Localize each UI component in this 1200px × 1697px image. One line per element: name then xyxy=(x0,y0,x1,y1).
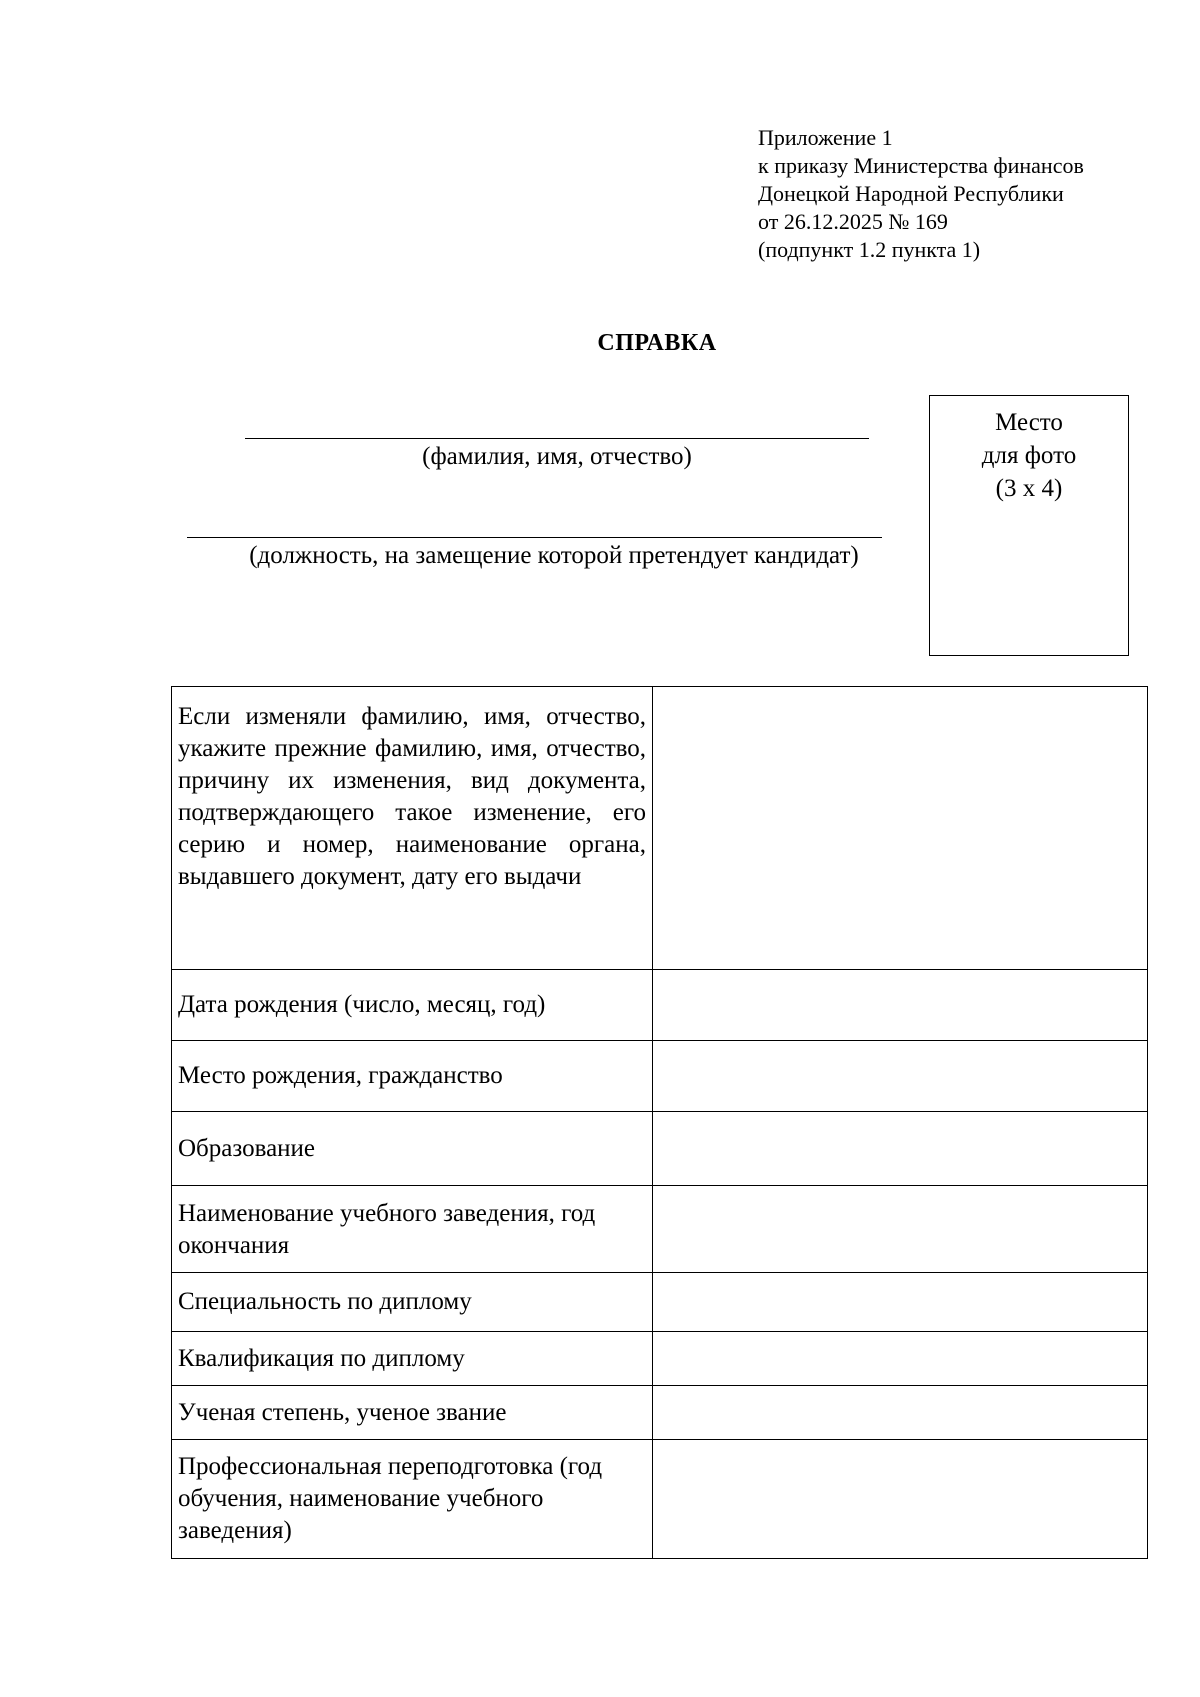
row-label: Дата рождения (число, месяц, год) xyxy=(178,991,546,1018)
row-value-cell[interactable] xyxy=(653,1386,1148,1440)
appendix-line: (подпункт 1.2 пункта 1) xyxy=(758,237,981,262)
row-value-cell[interactable] xyxy=(653,1273,1148,1332)
position-caption: (должность, на замещение которой претендует кандидат) xyxy=(249,542,859,569)
appendix-header xyxy=(758,124,1084,264)
row-label-cell xyxy=(172,1386,653,1440)
row-value-cell[interactable] xyxy=(653,970,1148,1041)
table-row xyxy=(172,1186,1148,1273)
row-label-cell xyxy=(172,1273,653,1332)
row-label-cell xyxy=(172,1186,653,1273)
row-label-cell xyxy=(172,687,653,970)
row-label: Если изменяли фамилию, имя, отчество, укажите прежние фамилию, имя, отчество, причину их изменения, вид документа, подтверждающего такое изменение, его серию и номер, наименование органа, выдавшего документ, дату его выдачи xyxy=(178,703,646,890)
table-row xyxy=(172,687,1148,970)
row-label: Специальность по диплому xyxy=(178,1288,472,1315)
table-row xyxy=(172,1386,1148,1440)
row-label: Место рождения, гражданство xyxy=(178,1062,503,1089)
table-row xyxy=(172,1041,1148,1112)
table-row xyxy=(172,970,1148,1041)
row-value-cell[interactable] xyxy=(653,1186,1148,1273)
name-caption: (фамилия, имя, отчество) xyxy=(422,443,692,470)
row-label-cell xyxy=(172,1112,653,1186)
row-label-cell xyxy=(172,1041,653,1112)
table-row xyxy=(172,1112,1148,1186)
row-value-cell[interactable] xyxy=(653,1332,1148,1386)
row-label: Профессиональная переподготовка (год обучения, наименование учебного заведения) xyxy=(178,1453,603,1544)
row-label: Квалификация по диплому xyxy=(178,1344,465,1372)
row-label: Наименование учебного заведения, год окончания xyxy=(178,1200,596,1259)
position-blank-line[interactable] xyxy=(187,537,882,538)
table-row xyxy=(172,1332,1148,1386)
row-label-cell xyxy=(172,970,653,1041)
photo-box-line: Место xyxy=(995,409,1063,436)
questionnaire-table xyxy=(171,686,1148,1559)
appendix-line: Донецкой Народной Республики xyxy=(758,181,1064,206)
table-row xyxy=(172,1273,1148,1332)
document-title: СПРАВКА xyxy=(597,330,717,356)
row-label-cell xyxy=(172,1440,653,1559)
photo-box-line: (3 х 4) xyxy=(995,475,1063,502)
appendix-line: к приказу Министерства финансов xyxy=(758,153,1084,178)
row-label: Образование xyxy=(178,1134,316,1162)
appendix-line: Приложение 1 xyxy=(758,125,893,150)
row-label: Ученая степень, ученое звание xyxy=(178,1398,507,1426)
row-value-cell[interactable] xyxy=(653,1112,1148,1186)
row-label-cell xyxy=(172,1332,653,1386)
appendix-line: от 26.12.2025 № 169 xyxy=(758,209,948,234)
photo-box-line: для фото xyxy=(981,442,1077,469)
row-value-cell[interactable] xyxy=(653,1440,1148,1559)
row-value-cell[interactable] xyxy=(653,687,1148,970)
photo-placeholder-box xyxy=(929,395,1129,656)
name-blank-line[interactable] xyxy=(245,438,869,439)
table-row xyxy=(172,1440,1148,1559)
row-value-cell[interactable] xyxy=(653,1041,1148,1112)
